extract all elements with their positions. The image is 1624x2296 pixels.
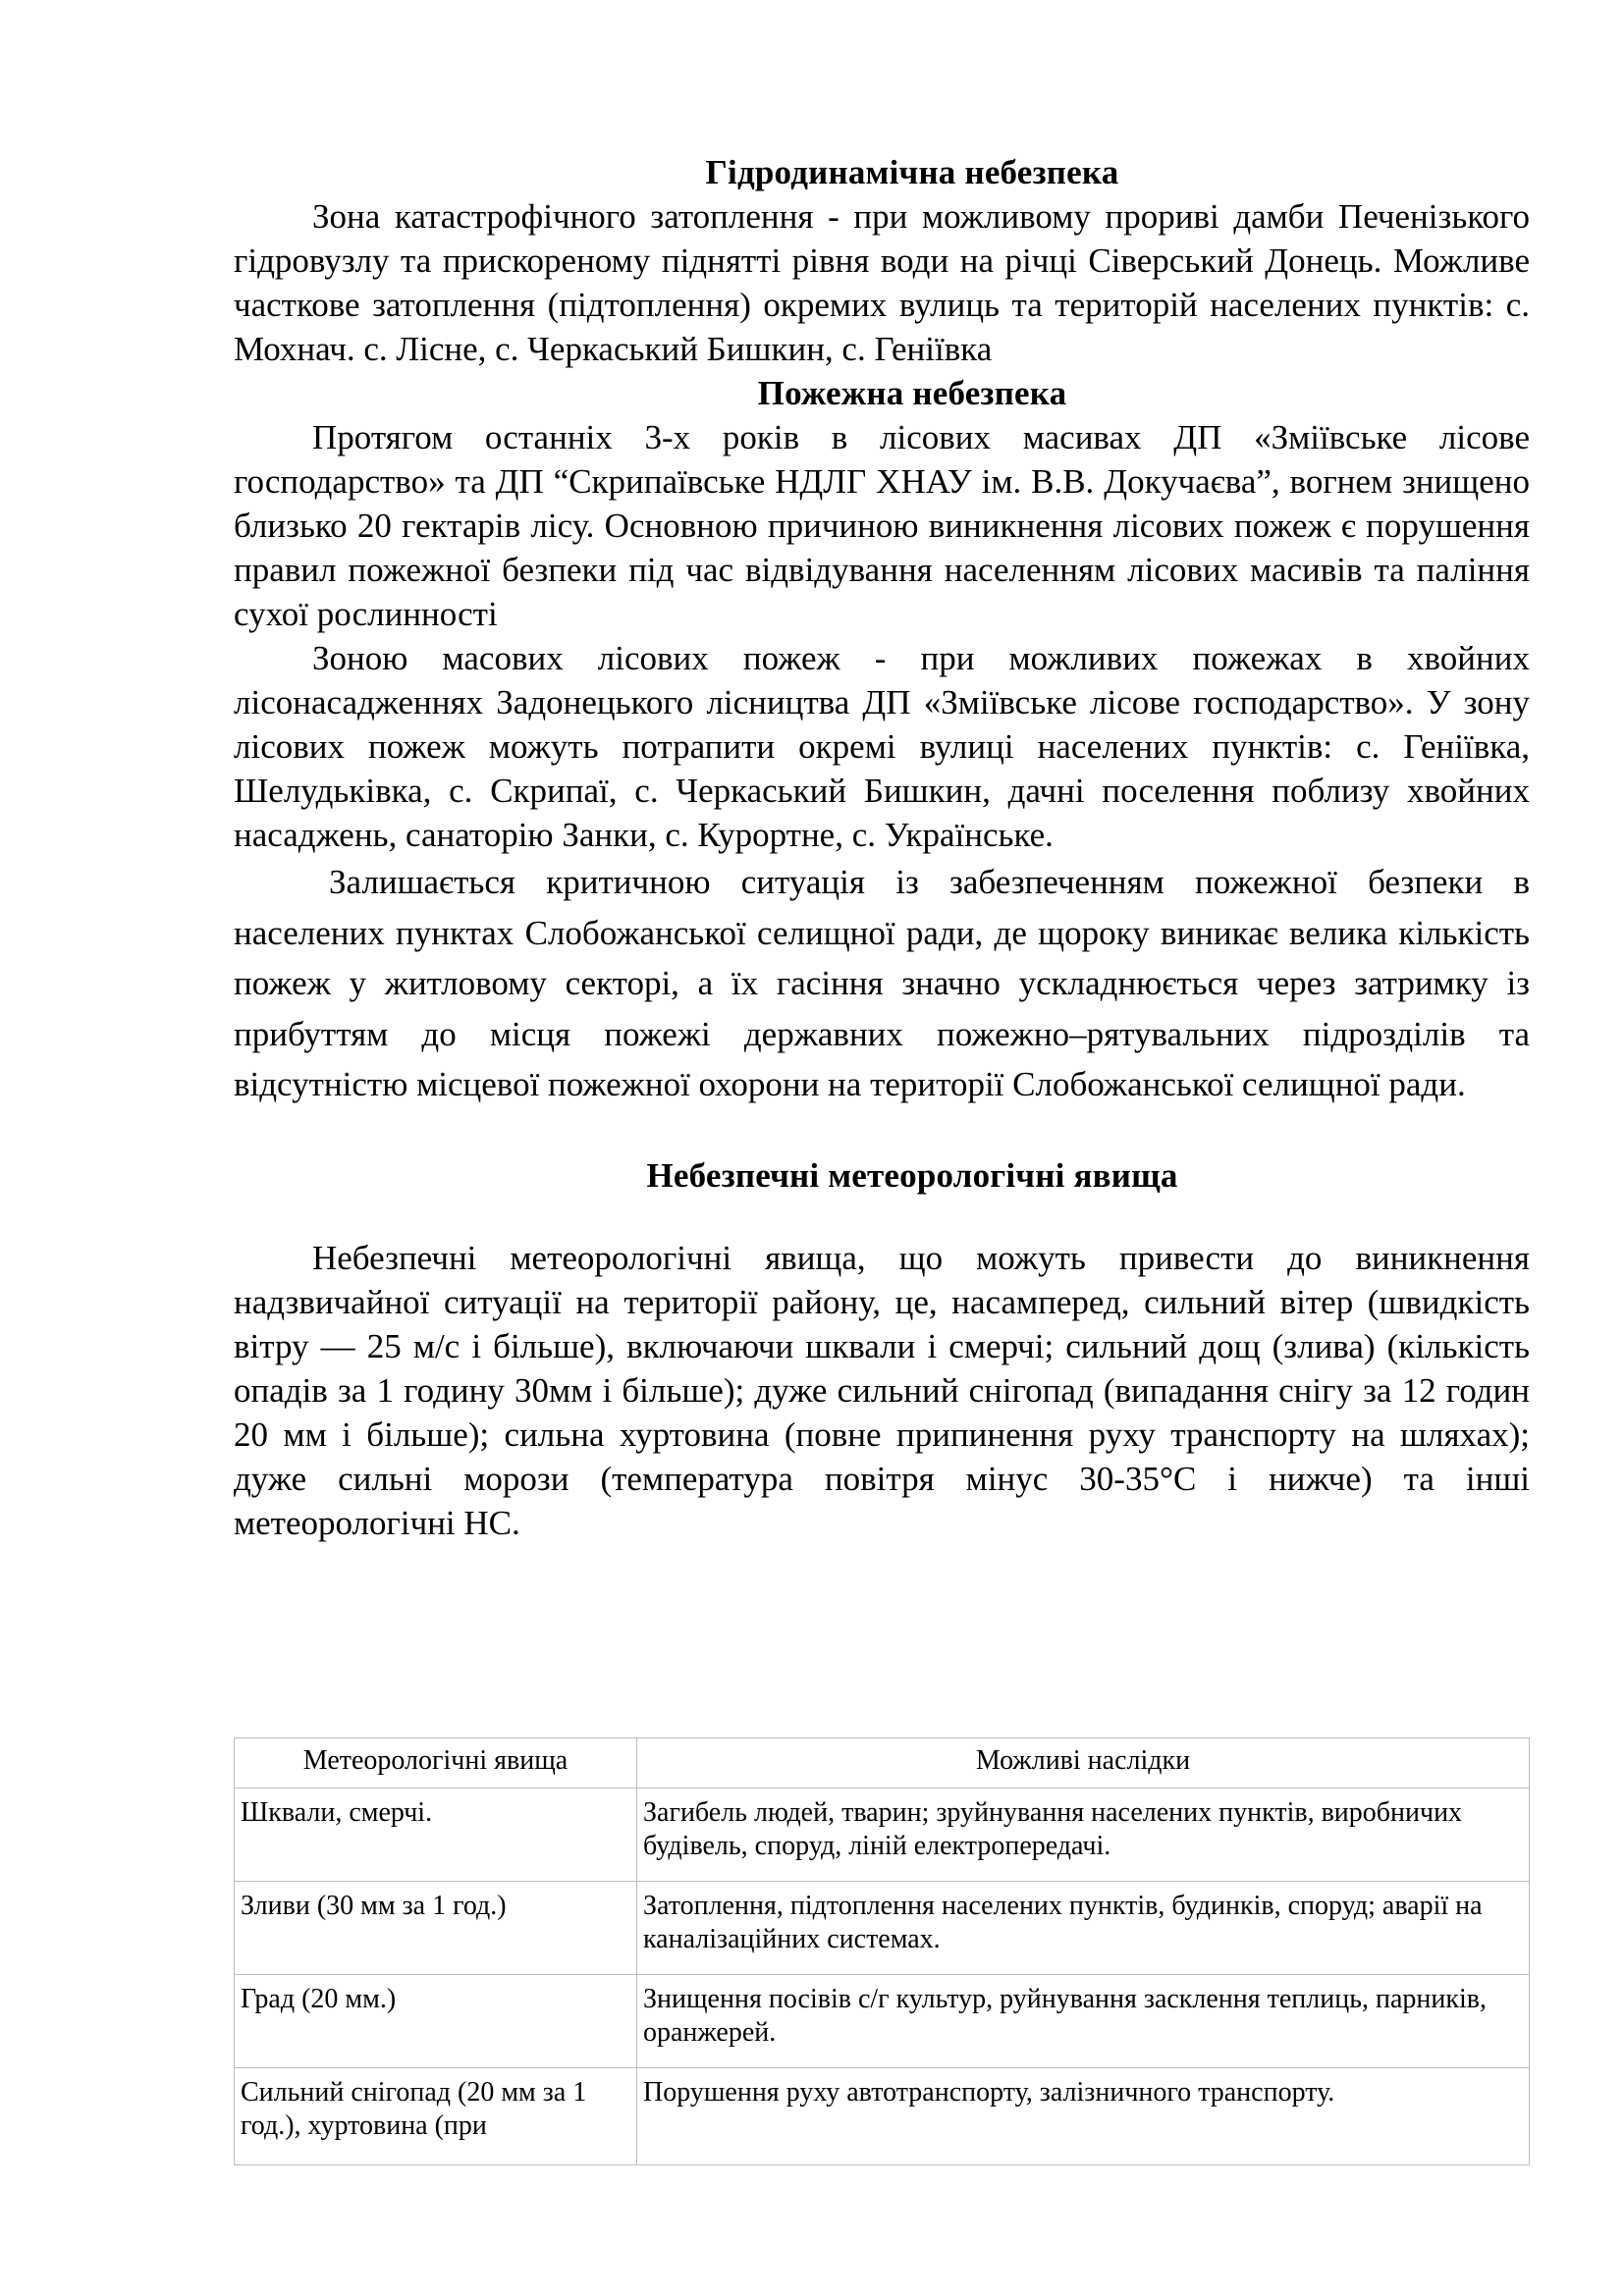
table-cell-phenomenon: Зливи (30 мм за 1 год.) <box>235 1882 637 1975</box>
paragraph-fire-hazard-3: Залишається критичною ситуація із забезпеченням пожежної безпеки в населених пунктах Слобожанської селищної ради, де щороку виникає велика кількість пожеж у житловому секторі, а їх гасіння значно ускладнюється через затримку із прибуттям до місця пожежі державних пожежно–рятувальних підрозділів та відсутністю місцевої пожежної охорони на території Слобожанської селищної ради. <box>234 863 1530 1103</box>
paragraph-fire-hazard-2: Зоною масових лісових пожеж - при можливих пожежах в хвойних лісонасадженнях Задонецького лісництва ДП «Зміївське лісове господарство». У зону лісових пожеж можуть потрапити окремі вулиці населених пунктів: с. Геніївка, Шелудьківка, с. Скрипаї, с. Черкаський Бишкин, дачні поселення поблизу хвойних насаджень, санаторію Занки, с. Курортне, с. Українське. <box>234 639 1530 854</box>
heading-meteorological-hazard: Небезпечні метеорологічні явища <box>646 1155 1178 1195</box>
paragraph-hydrodynamic-hazard: Зона катастрофічного затоплення - при можливому прориві дамби Печенізького гідровузлу та прискореному піднятті рівня води на річці Сіверський Донець. Можливе часткове затоплення (підтоплення) окремих вулиць та територій населених пунктів: с. Мохнач. с. Лісне, с. Черкаський Бишкин, с. Геніївка <box>234 197 1530 368</box>
table-header-consequences: Можливі наслідки <box>637 1738 1530 1789</box>
table-cell-consequence: Загибель людей, тварин; зруйнування населених пунктів, виробничих будівель, споруд, ліній електропередачі. <box>637 1789 1530 1882</box>
table-cell-consequence: Затоплення, підтоплення населених пунктів, будинків, споруд; аварії на каналізаційних системах. <box>637 1882 1530 1975</box>
table-row <box>235 1882 1530 1975</box>
table-row <box>235 2068 1530 2165</box>
document-page <box>234 147 1530 1545</box>
heading-fire-hazard: Пожежна небезпека <box>757 374 1067 412</box>
table-cell-consequence: Знищення посівів с/г культур, руйнування засклення теплиць, парників, оранжерей. <box>637 1975 1530 2068</box>
meteorological-phenomena-table <box>234 1737 1530 2165</box>
table-header-phenomena: Метеорологічні явища <box>235 1738 637 1789</box>
table-row <box>235 1975 1530 2068</box>
table-row <box>235 1789 1530 1882</box>
table-cell-phenomenon: Сильний снігопад (20 мм за 1 год.), хуртовина (при <box>235 2068 637 2165</box>
paragraph-meteorological-hazard: Небезпечні метеорологічні явища, що можуть привести до виникнення надзвичайної ситуації на території району, це, насамперед, сильний вітер (швидкість вітру — 25 м/с і більше), включаючи шквали і смерчі; сильний дощ (злива) (кількість опадів за 1 годину 30мм і більше); дуже сильний снігопад (випадання снігу за 12 годин 20 мм і більше); сильна хуртовина (повне припинення руху транспорту на шляхах); дуже сильні морози (температура повітря мінус 30-35°С і нижче) та інші метеорологічні НС. <box>234 1238 1530 1542</box>
table-cell-phenomenon: Шквали, смерчі. <box>235 1789 637 1882</box>
table-cell-consequence: Порушення руху автотранспорту, залізничного транспорту. <box>637 2068 1530 2165</box>
table-header-row <box>235 1738 1530 1789</box>
heading-hydrodynamic-hazard: Гідродинамічна небезпека <box>705 153 1119 191</box>
table-cell-phenomenon: Град (20 мм.) <box>235 1975 637 2068</box>
paragraph-fire-hazard-1: Протягом останніх 3-х років в лісових масивах ДП «Зміївське лісове господарство» та ДП “Скрипаївське НДЛГ ХНАУ ім. В.В. Докучаєва”, вогнем знищено близько 20 гектарів лісу. Основною причиною виникнення лісових пожеж є порушення правил пожежної безпеки під час відвідування населенням лісових масивів та паління сухої рослинності <box>234 418 1530 633</box>
